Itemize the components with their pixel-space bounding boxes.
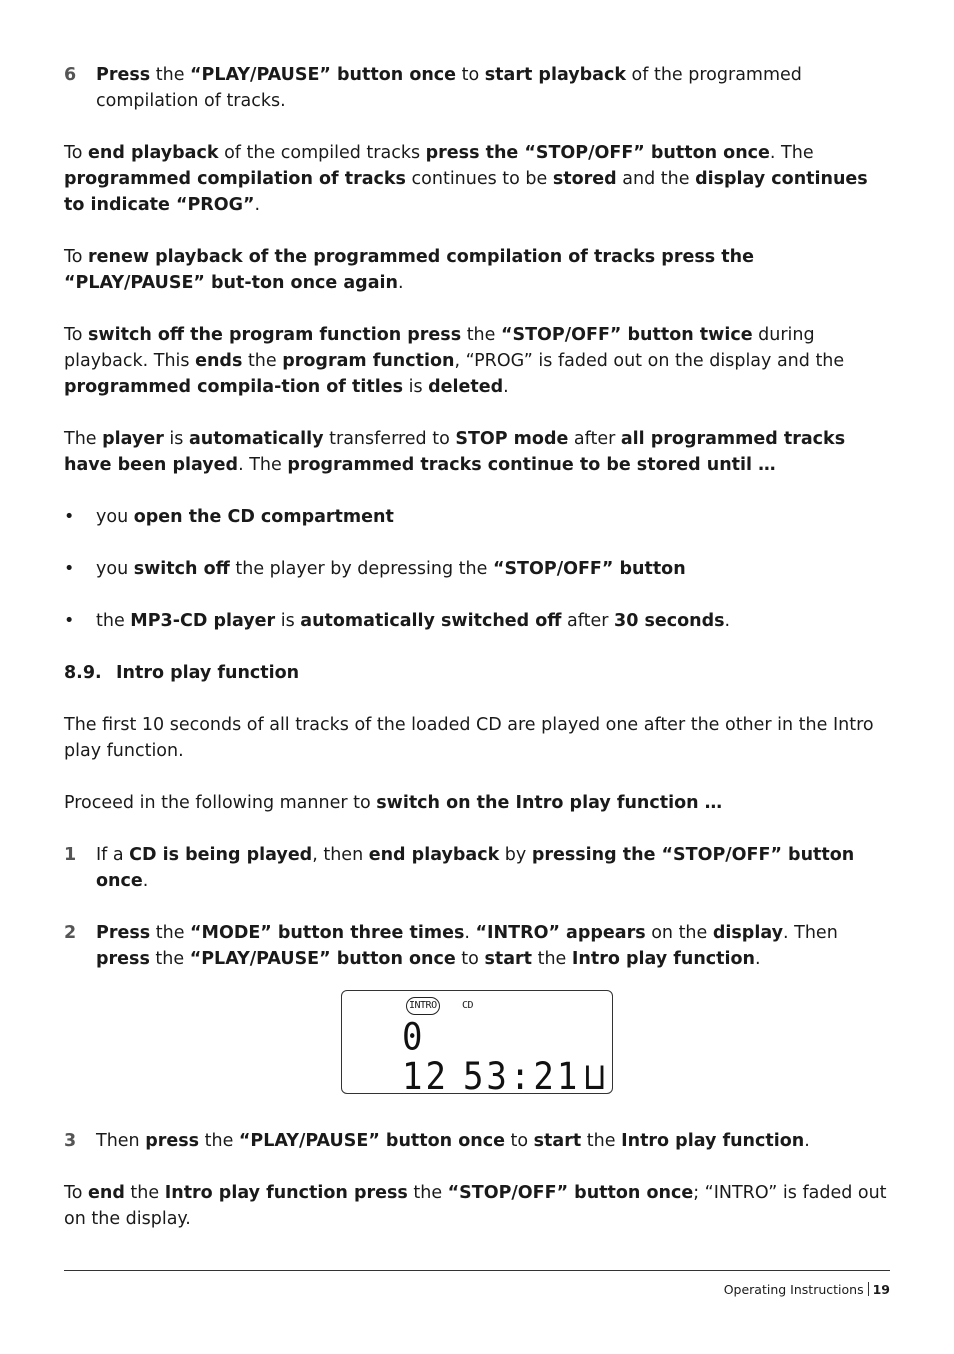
- intro-indicator: INTRO: [406, 997, 440, 1015]
- paragraph-end-playback: To end playback of the compiled tracks press the “STOP/OFF” button once. The programmed compilation of tracks continues to be stored and the display continues to indicate “PROG”.: [64, 143, 868, 215]
- step-text: Press the “PLAY/PAUSE” button once to start playback of the programmed compilation of tracks.: [96, 65, 802, 111]
- footer-separator: [868, 1282, 869, 1296]
- manual-page: [64, 62, 890, 1258]
- step-number: 3: [64, 1131, 77, 1151]
- bullet: •: [64, 507, 75, 527]
- paragraph-stop-mode: The player is automatically transferred to STOP mode after all programmed tracks have been played. The programmed tracks continue to be stored until …: [64, 429, 846, 475]
- paragraph-proceed: Proceed in the following manner to switch on the Intro play function …: [64, 793, 723, 813]
- section-number: 8.9.: [64, 663, 102, 683]
- footer-divider: [64, 1270, 890, 1271]
- bullet: •: [64, 559, 75, 579]
- bullet: •: [64, 611, 75, 631]
- step-text: Then press the “PLAY/PAUSE” button once to start the Intro play function.: [96, 1131, 810, 1151]
- step-number: 1: [64, 845, 77, 865]
- footer-label: Operating Instructions: [723, 1282, 864, 1297]
- paragraph-end-intro: To end the Intro play function press the “STOP/OFF” button once; “INTRO” is faded out on the display.: [64, 1183, 887, 1229]
- step-text: Press the “MODE” button three times. “INTRO” appears on the display. Then press the “PLAY/PAUSE” button once to start the Intro play function.: [96, 923, 838, 969]
- lcd-readout: [402, 1015, 612, 1099]
- step-number: 6: [64, 65, 77, 85]
- paragraph-renew-playback: To renew playback of the programmed compilation of tracks press the “PLAY/PAUSE” but-ton once again.: [64, 247, 754, 293]
- list-item: • you switch off the player by depressing the “STOP/OFF” button: [64, 556, 890, 582]
- step-2: [64, 920, 890, 972]
- lcd-illustration: [64, 990, 890, 1099]
- lcd-display: [341, 990, 613, 1099]
- step-3: [64, 1128, 890, 1154]
- section-title: Intro play function: [116, 663, 300, 683]
- step-6: [64, 62, 890, 114]
- segment-indicator: ⊔: [584, 1054, 608, 1099]
- cd-indicator: CD: [462, 1000, 474, 1011]
- section-heading: [64, 660, 890, 686]
- step-1: [64, 842, 890, 894]
- step-text: If a CD is being played, then end playback by pressing the “STOP/OFF” button once.: [96, 845, 855, 891]
- list-item: • you open the CD compartment: [64, 504, 890, 530]
- playing-time: 53:21: [462, 1054, 581, 1099]
- list-item: • the MP3-CD player is automatically switched off after 30 seconds.: [64, 608, 890, 634]
- paragraph-intro-description: The first 10 seconds of all tracks of the loaded CD are played one after the other in the Intro play function.: [64, 715, 874, 761]
- track-number: 0 12: [402, 1015, 449, 1099]
- page-number: 19: [872, 1282, 890, 1297]
- paragraph-switch-off-program: To switch off the program function press the “STOP/OFF” button twice during playback. This ends the program function, “PROG” is faded out on the display and the programmed compila-tion of titles is deleted.: [64, 325, 845, 397]
- step-number: 2: [64, 923, 77, 943]
- page-footer: [724, 1280, 890, 1300]
